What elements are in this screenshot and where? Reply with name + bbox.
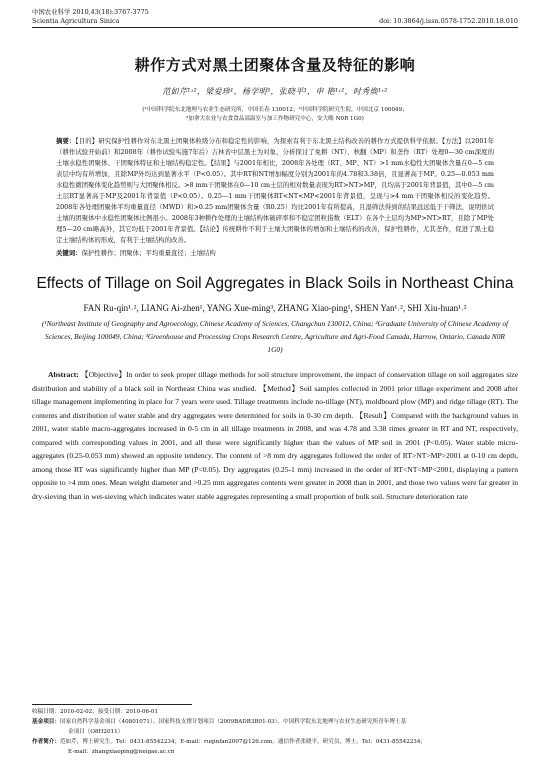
funding-label: 基金项目： <box>32 719 60 725</box>
cn-title: 耕作方式对黑土团聚体含量及特征的影响 <box>134 56 416 74</box>
header-rule <box>32 27 518 28</box>
author-info-label: 作者简介： <box>32 739 60 745</box>
running-header <box>32 8 518 28</box>
cn-abstract <box>56 136 494 246</box>
received-dates: 收稿日期：2010-02-02；接受日期：2010-06-01 <box>32 709 159 715</box>
cn-affiliation-line-1: (¹中国科学院东北地理与农业生态研究所，中国长春 130012；²中国科学院研究生院，中国北京 100049； <box>142 107 408 113</box>
journal-en: Scientia Agricultura Sinica <box>32 16 120 25</box>
author-info-text-2: E-mail：zhangxiaoping@neigae.ac.cn <box>68 749 175 755</box>
cn-authors: 范如芹¹˒²，梁爱珍¹，杨学明³，张晓平¹，申 艳¹˒²，时秀焕¹˒² <box>162 87 388 96</box>
cn-keywords <box>56 248 494 257</box>
en-abstract-text: 【Objective】In order to seek proper tillage methods for soil structure improvement, the impact of conservation tillage on soil aggregates size distribution and stability of a black soil in Northeast China was studied. 【Method】Soil samples collected in 2001 prior tillage experiment and 2008 after tillage management implementing in place for 7 years were used. Tillage treatments include no-tillage (NT), moldboard plow (MP) and ridge tillage (RT). The contents and distribution of water stable and dry aggregates were determined for soils in 0-30 cm depth. 【Result】Compared with the background values in 2001, water stable macro-aggregates increased in 0-5 cm in all tillage treatments in 2008, and was 4.78 and 3.38 times greater in RT and NT, respectively, compared with corresponding values in 2001, and all these were significantly higher than the values of MP soil in 2001 (P<0.05). Water stable micro-aggregates (0.25-0.053 mm) showed an opposite tendency. The content of >8 mm dry aggregates followed the order of RT>NT>MP>2001 at 0-10 cm depth, among those RT was significantly higher than MP (P<0.05). Dry aggregates (0.25-1 mm) increased in the order of RT<NT<MP<2001, displaying a pattern opposite to >4 mm ones. Mean weight diameter and >0.25 mm aggregates contents were greater in 2008 than in 2001, and those two values were far greater in dry-sieving than in wet-sieving which indicates water stable aggregates representing a small proportion of bulk soil. Structure deterioration rate <box>32 370 518 501</box>
cn-keywords-label: 关键词： <box>56 249 82 257</box>
author-info-text-1: 范如芹，博士研究生。Tel：0431-85542234；E-mail：ruqinfan2007@126.com。通信作者张晓平，研究员，博士。Tel：0431-85542234； <box>59 739 427 745</box>
en-authors: FAN Ru-qin¹˒², LIANG Ai-zhen¹, YANG Xue-ming³, ZHANG Xiao-ping¹, SHEN Yan¹˒², SHI Xiu-huan¹˒² <box>83 303 467 313</box>
author-info <box>32 737 518 747</box>
footnote-rule <box>32 704 192 705</box>
cn-abstract-label: 摘要： <box>56 137 76 145</box>
cn-abstract-text: 【目的】研究保护性耕作对东北黑土团聚体粒级分布和稳定性的影响，为探索有利于东北黑土结构改善的耕作方式提供科学依据。【方法】以2001年（耕作试验开始前）和2008年（耕作试验实施7年后）吉林省中层黑土为对象，分析探讨了免耕（NT）、秋翻（MP）和垄作（RT）处理0—30 cm深度的土壤水稳性团聚体、干团聚体特征和土壤结构稳定性。【结果】与2001年相比，2008年各处理（RT、MP、NT）>1 mm水稳性大团聚体含量在0—5 cm表层中均有所增加，且除MP外均达到显著水平（P<0.05）。其中RT和NT增加幅度分别为2001年的4.78和3.38倍，且显著高于MP。0.25—0.053 mm水稳性微团聚体变化趋势则与大团聚体相反。>8 mm干团聚体在0—10 cm土层的相对数量表现为RT>NT>MP，且均高于2001年背景值，其中0—5 cm土层RT显著高于MP及2001年背景值（P<0.05）。0.25—1 mm干团聚体RT<NT<MP<2001年背景值，呈现与>4 mm干团聚体相反的变化趋势。2008年各处理团聚体平均重量直径（MWD）和>0.25 mm团聚体含量（R0.25）均比2001年有所提高，且湿筛法得到的结果远远低于干筛法，说明供试土壤的团聚体中水稳性团聚体比例很小。2008年3种耕作处理的土壤结构体破碎率和不稳定团粒指数（ELT）在各个土层均为MP>NT>RT，且除了MP处理5—20 cm略高外，其它均低于2001年背景值。【结论】传统耕作不利于土壤大团聚体的增加和土壤结构的改善，保护性耕作，尤其垄作，促进了黑土稳定土壤结构体的形成，有利于土壤结构的改善。 <box>56 137 494 244</box>
journal-cn: 中国农业科学 2010,43(18):3767-3775 <box>32 8 149 16</box>
funding-text-1: 国家自然科学基金项目（40801071）、国家科技支撑计划项目（2009BADB3B01-03）、中国科学院东北地理与农业生态研究所青年博士基 <box>59 719 407 725</box>
footnotes <box>32 707 518 757</box>
funding <box>32 717 518 727</box>
cn-affiliation-line-2: ³加拿大农业与农食食品部温室与加工作物研究中心，安大略 N0R 1G0) <box>186 116 364 122</box>
doi: doi: 10.3864/j.issn.0578-1752.2010.18.010 <box>379 16 518 25</box>
en-abstract <box>32 368 518 503</box>
en-title: Effects of Tillage on Soil Aggregates in Black Soils in Northeast China <box>36 275 514 292</box>
cn-affiliations <box>32 106 518 124</box>
cn-keywords-text: 保护性耕作；团聚体；平均重量直径；土壤结构 <box>81 249 216 257</box>
en-abstract-label: Abstract: <box>48 370 79 379</box>
en-affiliations: (¹Northeast Institute of Geography and Agroecology, Chinese Academy of Sciences, Changchun 130012, China; ²Graduate University of Chinese Academy of Sciences, Beijing 100049, China; ³Greenhouse and Processing Crops Research Centre, Agriculture and Agri-Food Canada, Harrow, Ontario, Canada N0R 1G0) <box>41 319 509 354</box>
funding-text-2: 金项目（O8H2011） <box>68 729 124 735</box>
